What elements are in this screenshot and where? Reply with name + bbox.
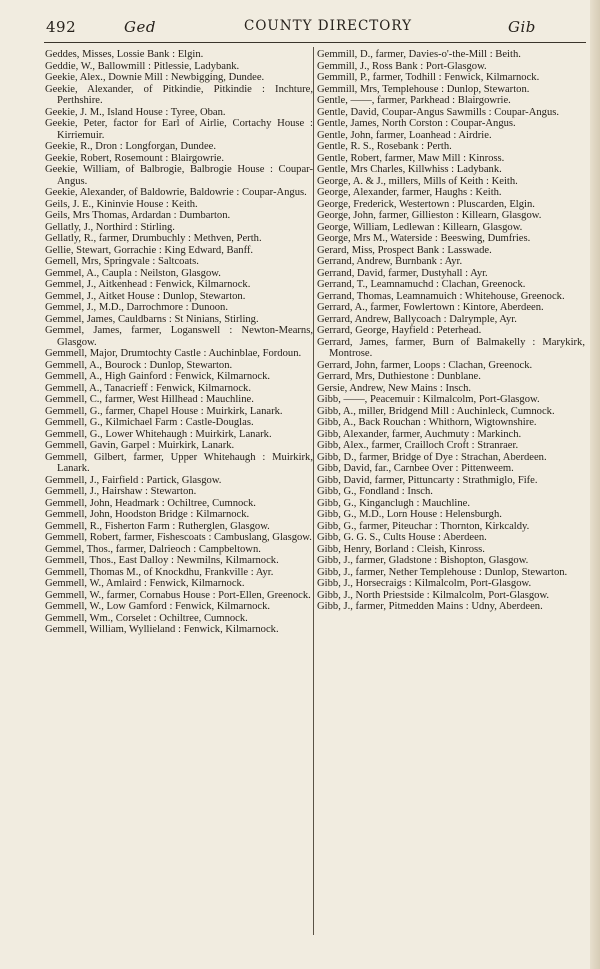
directory-entry: Gemmell, A., High Gainford : Fenwick, Kilmarnock. (45, 371, 271, 382)
directory-entry: George, Alexander, farmer, Haughs : Keith. (317, 187, 502, 198)
directory-entry: George, Mrs M., Waterside : Beeswing, Dumfries. (317, 233, 531, 244)
directory-entry: Gemmell, Gilbert, farmer, Upper Whitehaugh : Muirkirk, Lanark. (45, 451, 313, 474)
right-guide-word: Gib (508, 18, 536, 36)
directory-entry: Gersie, Andrew, New Mains : Insch. (317, 382, 472, 394)
directory-entry: Gemmel, A., Caupla : Neilston, Glasgow. (45, 267, 221, 279)
directory-entry: Gemmill, Mrs, Templehouse : Dunlop, Stewarton. (317, 83, 530, 95)
directory-entry: Gerrard, John, farmer, Loops : Clachan, Greenock. (317, 359, 533, 371)
page-header (46, 18, 586, 40)
right-column (317, 49, 585, 613)
directory-entry: Gerrand, Thomas, Leamnamuich : Whitehouse, Greenock. (317, 290, 565, 302)
directory-entry: Gemmell, G., Kilmichael Farm : Castle-Douglas. (45, 417, 254, 428)
directory-entry: Gemmel, Thos., farmer, Dalrieoch : Campbeltown. (45, 543, 261, 555)
directory-entry: Gentle, David, Coupar-Angus Sawmills : Coupar-Angus. (317, 106, 560, 118)
left-guide-word: Ged (124, 18, 156, 36)
page-title: COUNTY DIRECTORY (244, 18, 413, 34)
directory-entry: Gemmell, Gavin, Garpel : Muirkirk, Lanark. (45, 440, 235, 451)
directory-entry: Geekie, J. M., Island House : Tyree, Oban. (45, 106, 226, 118)
directory-entry: Gibb, J., North Priestside : Kilmalcolm, Port-Glasgow. (317, 589, 550, 601)
directory-entry: Gemmell, A., Tanacrieff : Fenwick, Kilmarnock. (45, 382, 251, 394)
directory-entry: Gibb, Henry, Borland : Cleish, Kinross. (317, 543, 485, 555)
directory-entry: Gentle, John, farmer, Loanhead : Airdrie. (317, 129, 492, 141)
directory-entry: Geekie, Alex., Downie Mill : Newbigging, Dundee. (45, 72, 265, 83)
directory-entry: Gibb, G. G. S., Cults House : Aberdeen. (317, 532, 487, 543)
directory-entry: Geekie, R., Dron : Longforgan, Dundee. (45, 141, 217, 152)
directory-entry: Geils, Mrs Thomas, Ardardan : Dumbarton. (45, 210, 231, 221)
directory-entry: Gentle, ——, farmer, Parkhead : Blairgowrie. (317, 95, 511, 106)
directory-entry: Gemmell, Wm., Corselet : Ochiltree, Cumnock. (45, 612, 248, 624)
directory-entry: Geils, J. E., Kininvie House : Keith. (45, 198, 198, 210)
directory-entry: Gemmell, Thos., East Dalloy : Newmilns, Kilmarnock. (45, 555, 279, 566)
left-column (45, 49, 313, 636)
directory-entry: George, A. & J., millers, Mills of Keith : Keith. (317, 175, 518, 187)
directory-entry: Gerard, Miss, Prospect Bank : Lasswade. (317, 244, 492, 256)
directory-entry: Geekie, Alexander, of Pitkindie, Pitkindie : Inchture, Perthshire. (45, 83, 313, 106)
directory-entry: Gibb, David, far., Carnbee Over : Pittenweem. (317, 463, 514, 474)
directory-entry: George, William, Ledlewan : Killearn, Glasgow. (317, 221, 523, 233)
directory-entry: Gerrard, George, Hayfield : Peterhead. (317, 325, 482, 336)
directory-entry: Gibb, G., Kinganclugh : Mauchline. (317, 497, 470, 509)
directory-entry: Gemmel, J., M.D., Darrochmore : Dunoon. (45, 302, 229, 313)
directory-entry: Gemmill, D., farmer, Davies-o'-the-Mill : Beith. (317, 49, 521, 60)
directory-entry: Gemmel, J., Aitket House : Dunlop, Stewarton. (45, 290, 246, 302)
directory-entry: Geddie, W., Ballowmill : Pitlessie, Ladybank. (45, 60, 240, 72)
directory-entry: Gemmell, Robert, farmer, Fishescoats : Cambuslang, Glasgow. (45, 532, 312, 543)
directory-entry: George, John, farmer, Gillieston : Killearn, Glasgow. (317, 210, 542, 221)
directory-entry: Gerrand, T., Leamnamuchd : Clachan, Greenock. (317, 279, 526, 290)
directory-entry: Gemmell, Thomas M., of Knockdhu, Frankville : Ayr. (45, 566, 274, 578)
page-number: 492 (46, 18, 77, 36)
directory-entry: Gerrard, Andrew, Ballycoach : Dalrymple, Ayr. (317, 313, 517, 325)
directory-entry: Gibb, Alexander, farmer, Auchmuty : Markinch. (317, 428, 522, 440)
directory-entry: Gibb, J., farmer, Gladstone : Bishopton, Glasgow. (317, 555, 529, 566)
directory-entry: Gerrand, David, farmer, Dustyhall : Ayr. (317, 267, 488, 279)
directory-entry: Gemmell, W., Low Gamford : Fenwick, Kilmarnock. (45, 601, 271, 612)
directory-entry: Geekie, William, of Balbrogie, Balbrogie House : Coupar-Angus. (45, 164, 313, 187)
directory-entry: Gibb, G., farmer, Piteuchar : Thornton, Kirkcaldy. (317, 520, 530, 532)
directory-entry: Gerrand, Andrew, Burnbank : Ayr. (317, 256, 463, 267)
directory-entry: George, Frederick, Westertown : Pluscarden, Elgin. (317, 198, 535, 210)
directory-entry: Gerrard, A., farmer, Fowlertown : Kintore, Aberdeen. (317, 302, 544, 313)
directory-entry: Gibb, J., farmer, Pitmedden Mains : Udny, Aberdeen. (317, 601, 543, 612)
directory-entry: Gemmel, James, Cauldbarns : St Ninians, Stirling. (45, 313, 259, 325)
directory-entry: Gentle, Robert, farmer, Maw Mill : Kinross. (317, 152, 505, 164)
directory-entry: Gibb, A., miller, Bridgend Mill : Auchinleck, Cumnock. (317, 405, 555, 417)
directory-entry: Gellie, Stewart, Gorrachie : King Edward, Banff. (45, 244, 254, 256)
column-divider (313, 47, 314, 935)
directory-entry: Gemmel, J., Aitkenhead : Fenwick, Kilmarnock. (45, 279, 251, 290)
directory-entry: Gemmell, W., Amlaird : Fenwick, Kilmarnock. (45, 578, 245, 589)
directory-entry: Gemmell, C., farmer, West Hillhead : Mauchline. (45, 394, 254, 405)
directory-entry: Gibb, ——, Peacemuir : Kilmalcolm, Port-Glasgow. (317, 394, 540, 405)
directory-entry: Gemmell, W., farmer, Cornabus House : Port-Ellen, Greenock. (45, 589, 311, 601)
directory-entry: Gemmell, G., farmer, Chapel House : Muirkirk, Lanark. (45, 405, 283, 417)
directory-entry: Gentle, Mrs Charles, Killwhiss : Ladybank. (317, 164, 502, 175)
directory-entry: Geekie, Peter, factor for Earl of Airlie, Cortachy House : Kirriemuir. (45, 118, 313, 141)
directory-entry: Gemmell, John, Headmark : Ochiltree, Cumnock. (45, 497, 256, 509)
directory-entry: Gentle, James, North Corston : Coupar-Angus. (317, 118, 516, 129)
directory-entry: Gemmell, R., Fisherton Farm : Rutherglen, Glasgow. (45, 520, 270, 532)
directory-entry: Gemmell, Major, Drumtochty Castle : Auchinblae, Fordoun. (45, 348, 302, 359)
directory-entry: Gibb, A., Back Rouchan : Whithorn, Wigtownshire. (317, 417, 537, 428)
directory-entry: Geddes, Misses, Lossie Bank : Elgin. (45, 49, 204, 60)
directory-entry: Gemmel, James, farmer, Loganswell : Newton-Mearns, Glasgow. (45, 325, 313, 348)
directory-entry: Gemmill, J., Ross Bank : Port-Glasgow. (317, 60, 487, 72)
directory-entry: Gibb, G., M.D., Lorn House : Helensburgh. (317, 509, 502, 520)
directory-entry: Gemmell, William, Wyllieland : Fenwick, Kilmarnock. (45, 624, 279, 635)
directory-entry: Gellatly, R., farmer, Drumbuchly : Methven, Perth. (45, 233, 262, 244)
directory-entry: Geekie, Alexander, of Baldowrie, Baldowrie : Coupar-Angus. (45, 187, 307, 198)
directory-entry: Gemmell, G., Lower Whitehaugh : Muirkirk, Lanark. (45, 428, 272, 440)
directory-entry: Gibb, J., Horsecraigs : Kilmalcolm, Port-Glasgow. (317, 578, 532, 589)
directory-entry: Gibb, G., Fondland : Insch. (317, 486, 433, 497)
directory-entry: Gellatly, J., Northird : Stirling. (45, 221, 175, 233)
directory-entry: Gerrard, James, farmer, Burn of Balmakelly : Marykirk, Montrose. (317, 336, 585, 359)
directory-entry: Gentle, R. S., Rosebank : Perth. (317, 141, 452, 152)
directory-entry: Gibb, D., farmer, Bridge of Dye : Strachan, Aberdeen. (317, 451, 547, 463)
directory-entry: Gibb, J., farmer, Nether Templehouse : Dunlop, Stewarton. (317, 566, 568, 578)
directory-entry: Gemell, Mrs, Springvale : Saltcoats. (45, 256, 199, 267)
directory-entry: Gemmell, J., Fairfield : Partick, Glasgow. (45, 474, 222, 486)
directory-entry: Gerrard, Mrs, Duthiestone : Dunblane. (317, 371, 481, 382)
directory-entry: Gemmell, J., Hairshaw : Stewarton. (45, 486, 197, 497)
directory-entry: Gibb, David, farmer, Pittuncarty : Strathmiglo, Fife. (317, 474, 538, 486)
directory-entry: Gemmell, John, Hoodston Bridge : Kilmarnock. (45, 509, 250, 520)
directory-entry: Gemmill, P., farmer, Todhill : Fenwick, Kilmarnock. (317, 72, 540, 83)
header-rule (44, 42, 586, 43)
directory-entry: Gibb, Alex., farmer, Crailloch Croft : Stranraer. (317, 440, 519, 451)
directory-entry: Gemmell, A., Bourock : Dunlop, Stewarton. (45, 359, 233, 371)
page-edge (590, 0, 600, 969)
directory-entry: Geekie, Robert, Rosemount : Blairgowrie. (45, 152, 224, 164)
